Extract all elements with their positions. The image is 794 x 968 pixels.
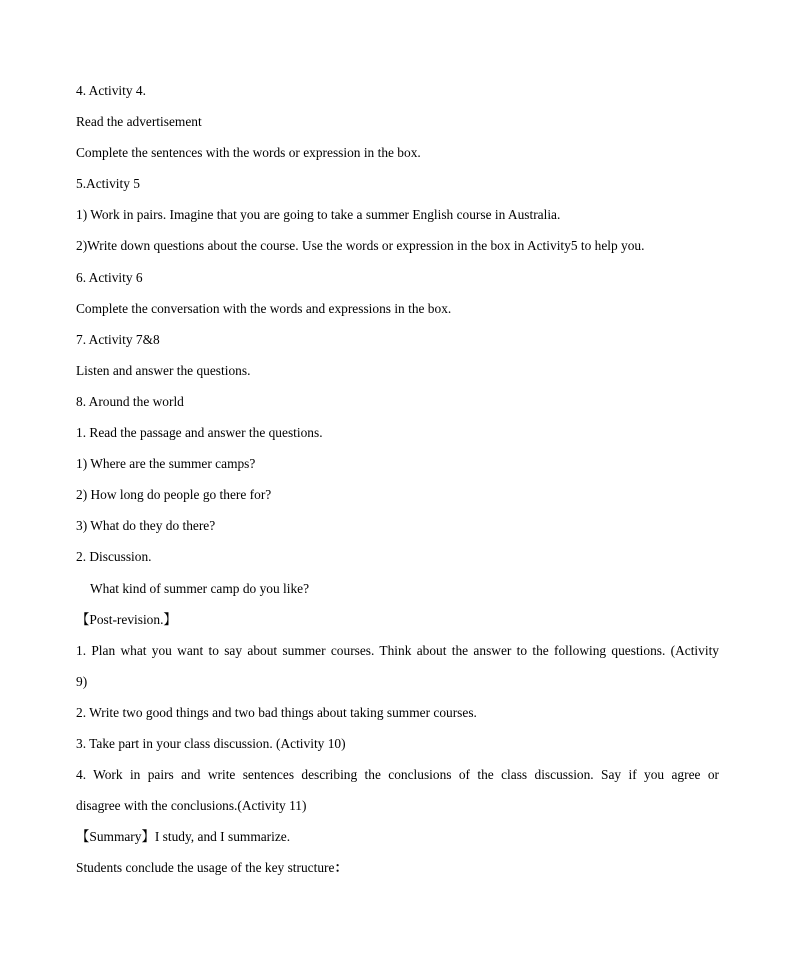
activity-5-step-2: 2)Write down questions about the course. Use the words or expression in the box in Activity5 to help you. <box>76 238 645 254</box>
post-revision-item-2: 2. Write two good things and two bad things about taking summer courses. <box>76 704 477 720</box>
document-body <box>76 81 719 889</box>
question-1: 1) Where are the summer camps? <box>76 456 256 472</box>
post-revision-item-1-line-1: 1. Plan what you want to say about summer courses. Think about the answer to the following questions. (Activity <box>76 642 719 658</box>
post-revision-item-1-line-2: 9) <box>76 673 88 689</box>
instruction-complete-conversation: Complete the conversation with the words and expressions in the box. <box>76 300 452 316</box>
activity-5-step-1: 1) Work in pairs. Imagine that you are going to take a summer English course in Australia. <box>76 207 561 223</box>
instruction-read-advertisement: Read the advertisement <box>76 114 202 130</box>
summary-key-structure-text: Students conclude the usage of the key structure <box>76 860 335 876</box>
summary-key-structure <box>76 858 719 889</box>
question-3: 3) What do they do there? <box>76 518 216 534</box>
instruction-listen-answer: Listen and answer the questions. <box>76 362 251 378</box>
heading-summary: 【Summary】I study, and I summarize. <box>76 829 291 845</box>
instruction-complete-sentences: Complete the sentences with the words or expression in the box. <box>76 145 421 161</box>
post-revision-item-4-line-1: 4. Work in pairs and write sentences describing the conclusions of the class discussion. Say if you agree or <box>76 767 719 783</box>
post-revision-item-4-line-2: disagree with the conclusions.(Activity 11) <box>76 798 307 814</box>
heading-activity-5: 5.Activity 5 <box>76 176 140 192</box>
post-revision-item-3: 3. Take part in your class discussion. (Activity 10) <box>76 735 346 751</box>
summary-key-structure-colon: ： <box>334 860 348 876</box>
heading-post-revision: 【Post-revision.】 <box>76 611 177 627</box>
heading-around-the-world: 8. Around the world <box>76 393 184 409</box>
heading-activity-4: 4. Activity 4. <box>76 83 146 98</box>
heading-activity-7-8: 7. Activity 7&8 <box>76 331 160 347</box>
instruction-read-passage: 1. Read the passage and answer the questions. <box>76 425 323 441</box>
discussion-question: What kind of summer camp do you like? <box>90 580 310 596</box>
heading-discussion: 2. Discussion. <box>76 549 152 565</box>
heading-activity-6: 6. Activity 6 <box>76 269 143 285</box>
question-2: 2) How long do people go there for? <box>76 487 272 503</box>
